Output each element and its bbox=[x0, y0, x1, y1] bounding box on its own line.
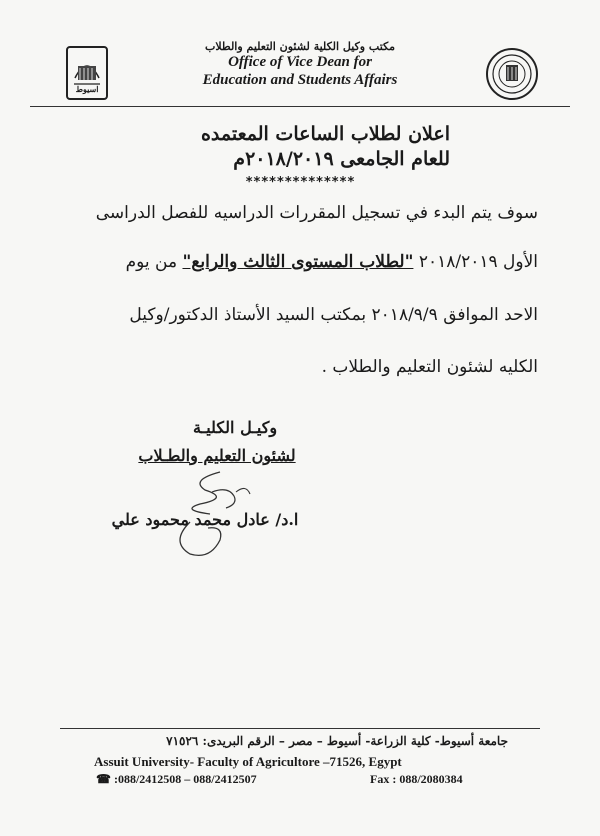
body-line-2 bbox=[126, 252, 538, 272]
university-seal-icon bbox=[488, 50, 536, 98]
logo-caption: اسيوط bbox=[75, 84, 99, 94]
body-line-2-start: الأول ٢٠١٨/٢٠١٩ bbox=[413, 252, 538, 272]
academic-year-title: للعام الجامعى ٢٠١٨/٢٠١٩م bbox=[233, 148, 450, 170]
decorative-stars: ************** bbox=[245, 175, 355, 190]
footer-divider bbox=[60, 728, 540, 729]
signatory-title-2: لشئون التعليم والطـلاب bbox=[138, 446, 296, 465]
office-title-arabic: مكتب وكيل الكلية لشئون التعليم والطلاب bbox=[205, 40, 395, 53]
body-line-2-end: من يوم bbox=[125, 252, 183, 272]
body-line-1: سوف يتم البدء في تسجيل المقررات الدراسيه للفصل الدراسى bbox=[95, 203, 538, 223]
announcement-title: اعلان لطلاب الساعات المعتمده bbox=[200, 123, 450, 145]
phone-icon: ☎ bbox=[96, 772, 111, 786]
office-title-english-line2: Education and Students Affairs bbox=[202, 72, 398, 88]
footer-address-arabic: جامعة أسيوط- كلية الزراعة- أسيوط – مصر – الرقم البريدى: ٧١٥٢٦ bbox=[166, 734, 508, 748]
footer-phone bbox=[96, 772, 257, 787]
phone-number: :088/2412508 – 088/2412507 bbox=[113, 772, 257, 786]
signatory-name: ا.د/ عادل محمد محمود علي bbox=[111, 510, 299, 529]
signatory-title-1: وكيـل الكليـة bbox=[192, 418, 278, 437]
office-title-english-line1: Office of Vice Dean for bbox=[228, 54, 372, 70]
body-line-3: الاحد الموافق ٢٠١٨/٩/٩ بمكتب السيد الأستاذ الدكتور/وكيل bbox=[129, 305, 538, 325]
body-line-4: الكليه لشئون التعليم والطلاب . bbox=[321, 357, 538, 377]
footer-fax: Fax : 088/2080384 bbox=[370, 772, 463, 786]
header-divider bbox=[30, 106, 570, 107]
footer-address-english: Assuit University- Faculty of Agricultore –71526, Egypt bbox=[94, 754, 402, 769]
university-seal bbox=[486, 48, 538, 100]
target-students-emphasis: "لطلاب المستوى الثالث والرابع" bbox=[182, 252, 414, 272]
